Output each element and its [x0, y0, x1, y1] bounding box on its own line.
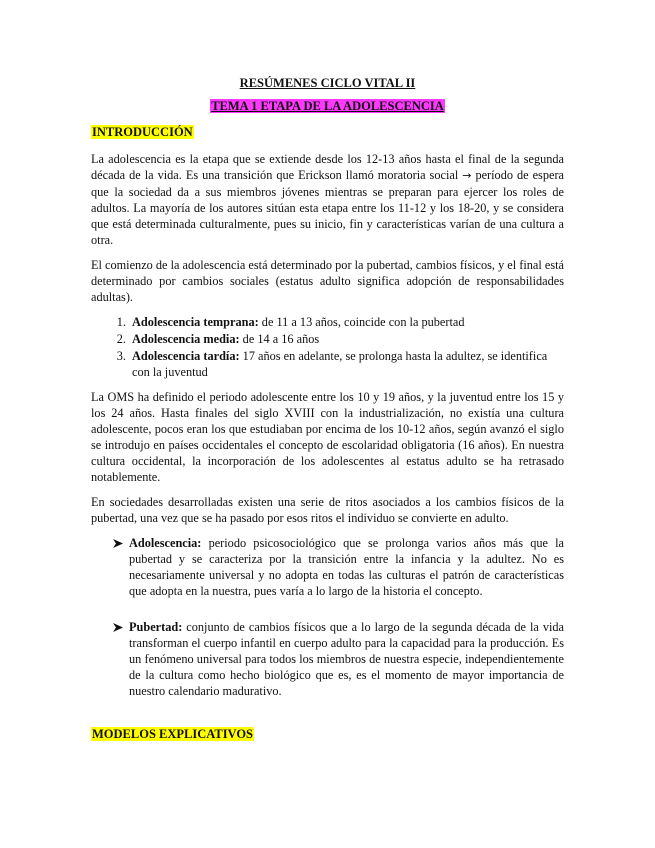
- intro-heading: INTRODUCCIÓN: [92, 125, 193, 139]
- stage-desc: de 11 a 13 años, coincide con la pubertad: [258, 315, 465, 329]
- definitions-list: [91, 535, 564, 699]
- p1-text-b: período de espera que la sociedad da a sus miembros jóvenes mientras se preparan para ejercer los roles de adultos. La mayoría de los autores sitúan esta etapa entre los 11-12 y los 18-20, y se considera que está determinada culturalmente, pues su inicio, fin y características varían de una cultura a otra.: [91, 168, 564, 247]
- right-arrow-icon: →: [462, 169, 472, 182]
- intro-paragraph-2: El comienzo de la adolescencia está determinado por la pubertad, cambios físicos, y el final está determinado por cambios sociales (estatus adulto significa adopción de responsabilidades adultas).: [91, 258, 564, 304]
- intro-paragraph-4: En sociedades desarrolladas existen una serie de ritos asociados a los cambios físicos de la pubertad, una vez que se ha pasado por esos ritos el individuo se convierte en adulto.: [91, 495, 564, 525]
- intro-paragraph-3: La OMS ha definido el periodo adolescente entre los 10 y 19 años, y la juventud entre los 15 y los 24 años. Hasta finales del siglo XVIII con la industrialización, no existía una cultura adolescente, pocos eran los que estudiaban por encima de los 10-12 años, según avanzó el siglo se introdujo en países occidentales el concepto de escolaridad obligatoria (16 años). En nuestra cultura occidental, la incorporación de los adolescentes al estatus adulto se ha retrasado notablemente.: [91, 390, 564, 484]
- stage-item-late: [129, 348, 564, 380]
- topic-title: TEMA 1 ETAPA DE LA ADOLESCENCIA: [211, 99, 444, 113]
- stage-desc: 17 años en adelante, se prolonga hasta la adultez, se identifica con la juventud: [132, 349, 548, 379]
- document-title: RESÚMENES CICLO VITAL II: [239, 76, 416, 90]
- definition-term: Pubertad:: [129, 620, 183, 634]
- intro-heading-wrap: [91, 123, 564, 141]
- document-body: [91, 76, 564, 753]
- definition-item-adolescencia: [113, 535, 564, 599]
- models-heading-wrap: [91, 725, 564, 743]
- models-heading: MODELOS EXPLICATIVOS: [92, 727, 254, 741]
- stages-list: [91, 314, 564, 380]
- stage-term: Adolescencia tardía:: [132, 349, 240, 363]
- stage-term: Adolescencia temprana:: [132, 315, 259, 329]
- intro-paragraph-1: [91, 151, 564, 248]
- stage-item-early: [129, 314, 564, 330]
- definition-desc: periodo psicosociológico que se prolonga varios años más que la pubertad y se caracteriza por la transición entre la infancia y la adultez. No es necesariamente universal y no adopta en todas las culturas el patrón de características que adopta en la nuestra, pues varía a lo largo de la historia el concepto.: [129, 536, 564, 598]
- definition-item-pubertad: [113, 619, 564, 699]
- definition-term: Adolescencia:: [129, 536, 202, 550]
- p1-text-a: La adolescencia es la etapa que se extiende desde los 12-13 años hasta el final de la segunda década de la vida. Es una transición que Erickson llamó moratoria social: [91, 152, 564, 182]
- stage-term: Adolescencia media:: [132, 332, 240, 346]
- stage-item-middle: [129, 331, 564, 347]
- definition-desc: conjunto de cambios físicos que a lo largo de la segunda década de la vida transforman el cuerpo infantil en cuerpo adulto para la capacidad para la producción. Es un fenómeno universal para todos los miembros de nuestra especie, independientemente de la cultura como hecho biológico que es, es el momento de mayor importancia de nuestro calendario madurativo.: [129, 620, 564, 698]
- arrowhead-bullet-icon: [113, 539, 123, 548]
- arrowhead-bullet-icon: [113, 623, 123, 632]
- stage-desc: de 14 a 16 años: [239, 332, 320, 346]
- topic-title-wrap: [91, 97, 564, 115]
